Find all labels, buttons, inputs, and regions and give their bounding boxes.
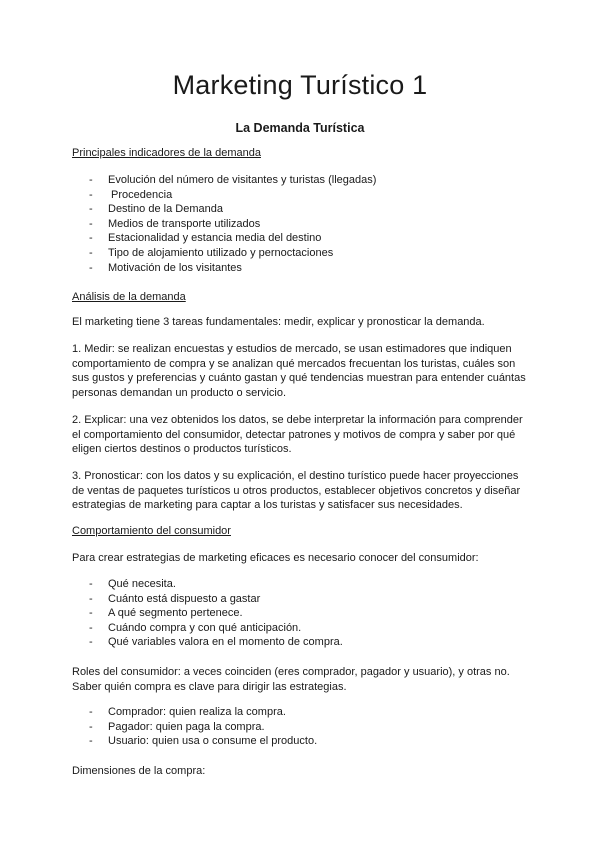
dash-bullet: - [89,217,93,230]
list-item: - Cuánto está dispuesto a gastar [89,592,261,605]
list-item: - Estacionalidad y estancia media del destino [89,232,322,245]
heading-comportamiento: Comportamiento del consumidor [72,525,231,537]
list-roles [72,705,317,749]
analisis-explicar: 2. Explicar: una vez obtenidos los datos, se debe interpretar la información para comprender el comportamiento del consumidor, detectar patrones y motivos de compra y saber por qué eligen ciertos destinos o productos turísticos. [72,414,523,456]
list-item: - Qué variables valora en el momento de compra. [89,636,343,649]
heading-analisis: Análisis de la demanda [72,291,186,303]
list-item: - Procedencia [89,188,173,201]
analisis-intro: El marketing tiene 3 tareas fundamentales: medir, explicar y pronosticar la demanda. [72,316,485,328]
dash-bullet: - [89,636,93,649]
list-item: - A qué segmento pertenece. [89,607,243,620]
list-item: - Evolución del número de visitantes y turistas (llegadas) [89,174,377,186]
dash-bullet: - [89,706,93,718]
list-item: - Medios de transporte utilizados [89,217,261,230]
analisis-pronosticar: 3. Pronosticar: con los datos y su explicación, el destino turístico puede hacer proyecciones de ventas de paquetes turísticos u otros productos, establecer objetivos concretos y diseñar estrategias de marketing para captar a los turistas y satisfacer sus necesidades. [72,470,521,512]
dash-bullet: - [89,720,93,733]
dash-bullet: - [89,735,93,748]
list-item: - Tipo de alojamiento utilizado y pernoctaciones [89,246,334,259]
dash-bullet: - [89,621,93,634]
list-item: - Qué necesita. [89,578,176,590]
dash-bullet: - [89,232,93,245]
list-item: - Pagador: quien paga la compra. [89,720,265,733]
list-indicadores [72,173,376,275]
list-item: - Comprador: quien realiza la compra. [89,706,286,718]
document-title: Marketing Turístico 1 [172,70,428,100]
analisis-medir: 1. Medir: se realizan encuestas y estudios de mercado, se usan estimadores que indiquen comportamiento de compra y se analizan qué mercados frecuentan los turistas, cuáles son sus gustos y preferencias y cuánto gastan y qué tendencias muestran para entender cuántas personas demandan un producto o servicio. [72,343,526,399]
dash-bullet: - [89,174,93,186]
dash-bullet: - [89,607,93,620]
dash-bullet: - [89,592,93,605]
dash-bullet: - [89,578,93,590]
list-item: - Cuándo compra y con qué anticipación. [89,621,302,634]
dimensiones-compra: Dimensiones de la compra: [72,765,206,777]
comportamiento-intro: Para crear estrategias de marketing eficaces es necesario conocer del consumidor: [72,552,479,564]
list-item: - Destino de la Demanda [89,203,223,216]
dash-bullet: - [89,261,93,274]
heading-indicadores: Principales indicadores de la demanda [72,147,261,159]
list-item: - Usuario: quien usa o consume el producto. [89,735,318,748]
dash-bullet: - [89,246,93,259]
document-subtitle: La Demanda Turística [235,121,365,135]
list-item: - Motivación de los visitantes [89,261,242,274]
list-comportamiento [72,577,343,650]
dash-bullet: - [89,188,93,201]
dash-bullet: - [89,203,93,216]
roles-consumidor: Roles del consumidor: a veces coinciden (eres comprador, pagador y usuario), y otras no. Saber quién compra es clave para dirigir las estrategias. [72,666,510,693]
